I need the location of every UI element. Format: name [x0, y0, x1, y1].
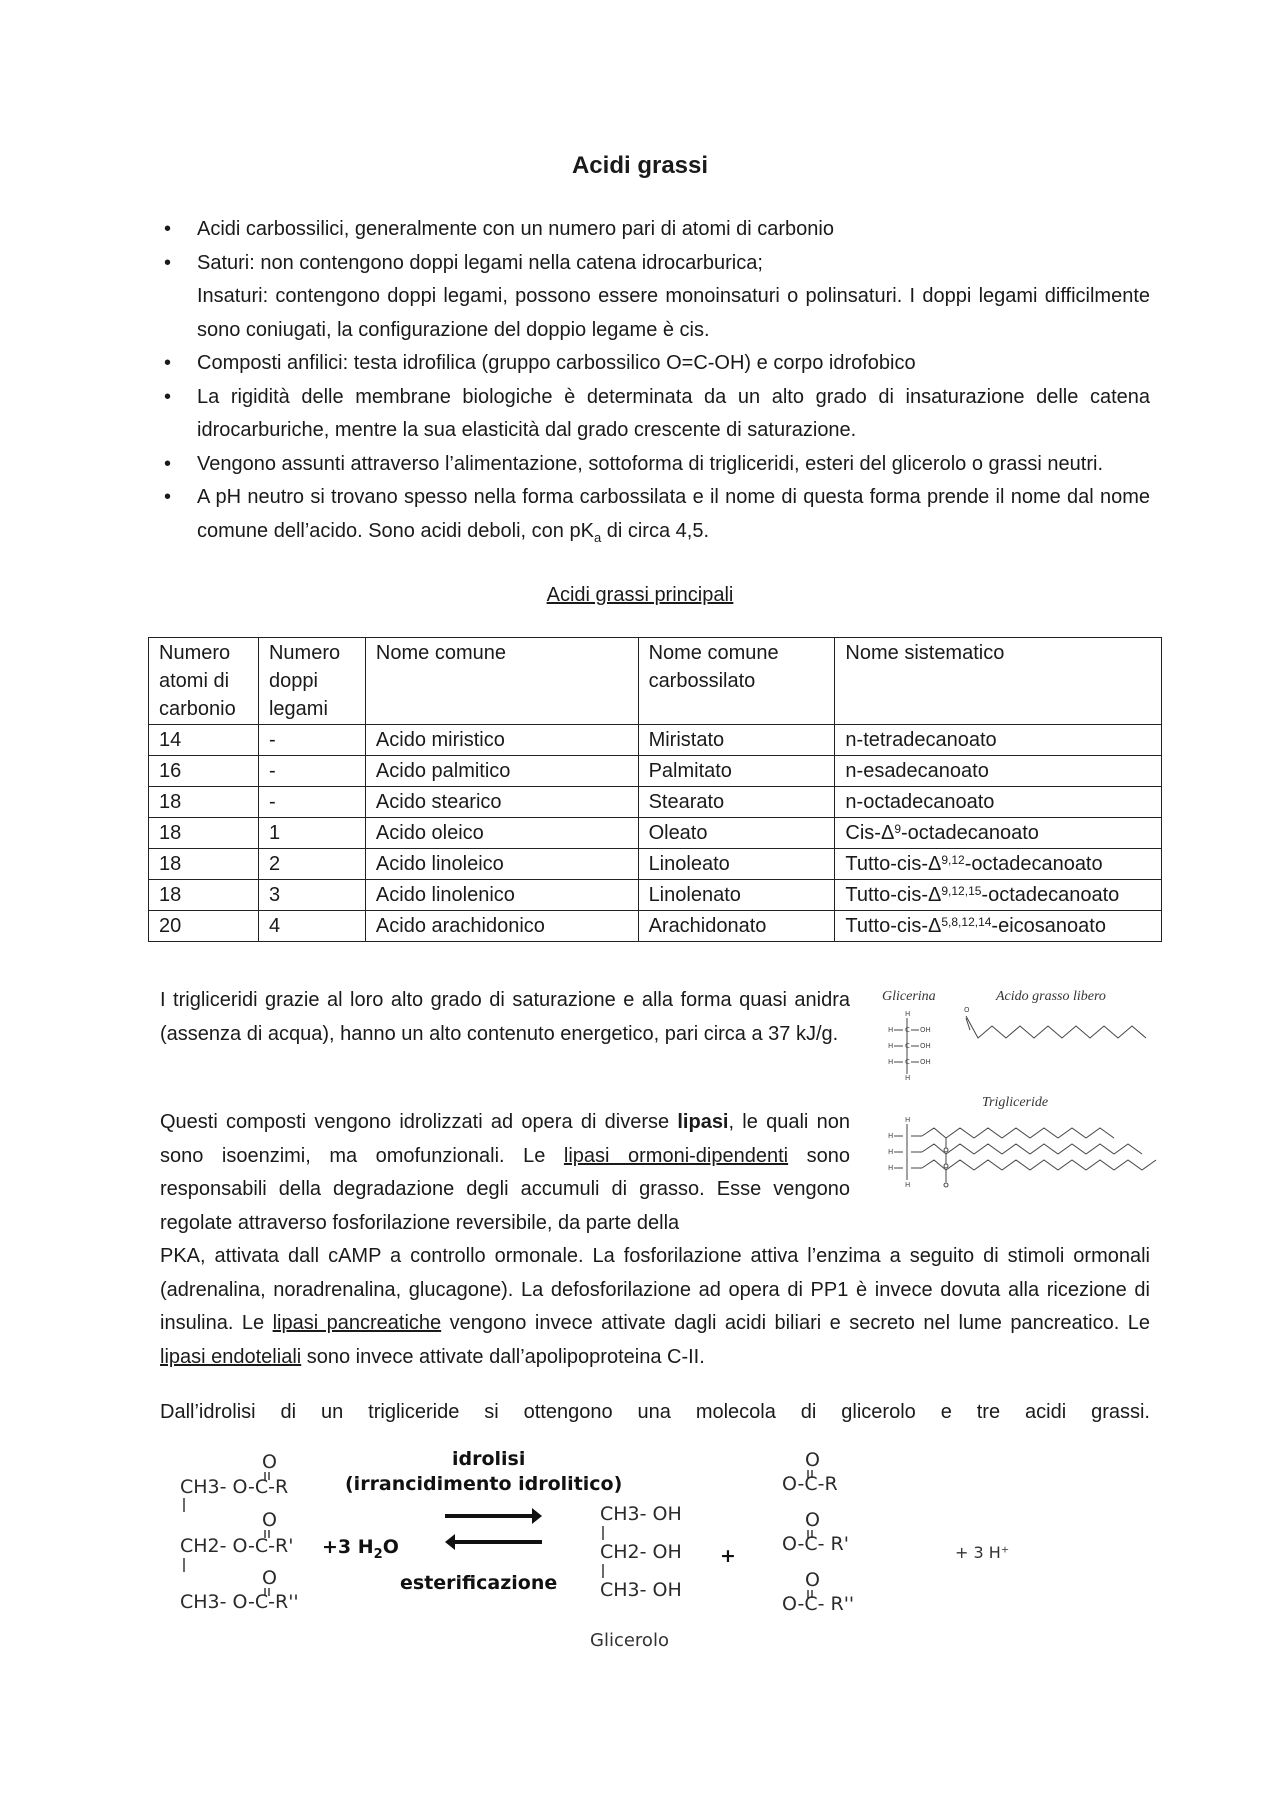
plus-sign: +: [720, 1545, 736, 1567]
table-cell: Linoleato: [638, 849, 835, 880]
header-cell: Nome comune carbossilato: [638, 638, 835, 725]
table-cell: Acido palmitico: [365, 756, 638, 787]
svg-text:C: C: [905, 1058, 910, 1066]
svg-text:H: H: [888, 1148, 894, 1156]
fatty-acid-row-1: O-C-R: [782, 1473, 838, 1495]
table-cell: 2: [258, 849, 365, 880]
svg-text:O: O: [805, 1449, 820, 1471]
table-row: [149, 787, 1162, 818]
svg-text:H: H: [905, 1116, 911, 1124]
table-cell: 18: [149, 880, 259, 911]
list-item: • A pH neutro si trovano spesso nella forma carbossilata e il nome di questa forma prende il nome dal nome comune dell’acido. Sono acidi deboli, con $pK_a$ di circa 4,5.: [160, 481, 1150, 554]
hydrolysis-label: idrolisi: [452, 1448, 526, 1470]
svg-text:O: O: [964, 1006, 970, 1014]
table-cell: Oleato: [638, 818, 835, 849]
triglyceride-row-3: CH3- O-C-R'': [180, 1591, 299, 1613]
table-cell: Acido linolenico: [365, 880, 638, 911]
systematic-name-cell: n-octadecanoato: [835, 787, 1162, 818]
table-cell: Miristato: [638, 725, 835, 756]
table-row: [149, 849, 1162, 880]
table-cell: -: [258, 725, 365, 756]
svg-text:O: O: [262, 1567, 277, 1589]
glicerina-label: Glicerina: [882, 989, 936, 1004]
triglyceride-label: Trigliceride: [982, 1095, 1049, 1110]
fatty-acid-row-2: O-C- R': [782, 1533, 849, 1555]
glycerol-row-2: CH2- OH: [600, 1541, 682, 1563]
svg-text:H: H: [888, 1132, 894, 1140]
fatty-acids-table: [148, 637, 1162, 942]
triglyceride-row-2: CH2- O-C-R': [180, 1535, 294, 1557]
systematic-name-cell: Tutto-$cis-\Delta^{9,12,15}$-octadecanoato: [835, 880, 1162, 911]
header-cell: Numero doppi legami: [258, 638, 365, 725]
systematic-name-cell: Cis-$\Delta^9$-octadecanoato: [835, 818, 1162, 849]
hormone-dependent-lipases: lipasi ormoni-dipendenti: [563, 1144, 789, 1167]
protons-label: + 3 H⁺: [955, 1543, 1010, 1562]
fatty-acid-row-3: O-C- R'': [782, 1593, 855, 1615]
bullet-list: [160, 213, 1150, 554]
paragraph-lipases: Questi composti vengono idrolizzati ad opera di diverse lipasi, le quali non sono isoenzimi, ma omofunzionali. Le lipasi ormoni-dipendenti sono responsabili della degradazione degli accumuli di grasso. Esse vengono regolate attraverso fosforilazione reversibile, da parte della: [160, 1111, 850, 1234]
paragraph-hydrolysis: Dall’idrolisi di un trigliceride si ottengono una molecola di glicerolo e tre acidi grassi.: [160, 1401, 1150, 1423]
table-cell: 18: [149, 787, 259, 818]
table-row: [149, 725, 1162, 756]
water-label: +3 $H_2O$: [322, 1536, 399, 1562]
hydrolytic-rancidity-label: (irrancidimento idrolitico): [345, 1473, 623, 1495]
svg-text:H: H: [905, 1181, 911, 1189]
table-cell: 4: [258, 911, 365, 942]
list-item: • Composti anfilici: testa idrofilica (gruppo carbossilico O=C-OH) e corpo idrofobico: [160, 347, 1150, 381]
systematic-name-cell: n-esadecanoato: [835, 756, 1162, 787]
list-item: • Vengono assunti attraverso l’alimentazione, sottoforma di trigliceridi, esteri del glicerolo o grassi neutri.: [160, 448, 1150, 482]
free-fatty-acid-label: Acido grasso libero: [996, 989, 1106, 1004]
list-item: • La rigidità delle membrane biologiche è determinata da un alto grado di insaturazione delle catena idrocarburiche, mentre la sua elasticità dal grado crescente di saturazione.: [160, 381, 1150, 448]
table-header-row: [149, 638, 1162, 725]
triglyceride-row-1: CH3- O-C-R: [180, 1476, 289, 1498]
table-cell: 3: [258, 880, 365, 911]
table-cell: Acido stearico: [365, 787, 638, 818]
svg-text:H: H: [905, 1074, 911, 1082]
svg-text:H: H: [888, 1058, 894, 1066]
svg-text:O: O: [262, 1509, 277, 1531]
svg-text:O: O: [805, 1509, 820, 1531]
glycerol-label: Glicerolo: [590, 1630, 669, 1651]
table-cell: 20: [149, 911, 259, 942]
table-cell: Acido linoleico: [365, 849, 638, 880]
hydrolysis-reaction-figure: [170, 1440, 1130, 1670]
svg-text:O: O: [262, 1451, 277, 1473]
svg-text:OH: OH: [920, 1058, 931, 1066]
table-cell: Acido oleico: [365, 818, 638, 849]
paragraph-lipases-continued: PKA, attivata dall cAMP a controllo ormonale. La fosforilazione attiva l’enzima a seguito di stimoli ormonali (adrenalina, noradrenalina, glucagone). La defosforilazione ad opera di PP1 è invece dovuta alla ricezione di insulina. Le lipasi pancreatiche vengono invece attivate dagli acidi biliari e secreto nel lume pancreatico. Le lipasi endoteliali sono invece attivate dall’apolipoproteina C-II.: [160, 1245, 1151, 1368]
glycerol-row-1: CH3- OH: [600, 1503, 682, 1525]
svg-text:H: H: [888, 1164, 894, 1172]
svg-text:C: C: [905, 1026, 910, 1034]
header-cell: Nome comune: [365, 638, 638, 725]
table-cell: 18: [149, 818, 259, 849]
page-title: Acidi grassi: [571, 152, 709, 179]
table-cell: 16: [149, 756, 259, 787]
svg-text:OH: OH: [920, 1026, 931, 1034]
list-item: • Acidi carbossilici, generalmente con un numero pari di atomi di carbonio: [160, 213, 1150, 247]
list-item: • Saturi: non contengono doppi legami nella catena idrocarburica; Insaturi: contengono doppi legami, possono essere monoinsaturi o polinsaturi. I doppi legami difficilmente sono coniugati, la configurazione del doppio legame è cis.: [160, 247, 1150, 348]
table-cell: Arachidonato: [638, 911, 835, 942]
svg-text:H: H: [888, 1042, 894, 1050]
pancreatic-lipases: lipasi pancreatiche: [272, 1312, 442, 1334]
triglyceride-structure-figure: [870, 982, 1160, 1222]
svg-text:H: H: [905, 1010, 911, 1018]
table-cell: Acido arachidonico: [365, 911, 638, 942]
systematic-name-cell: Tutto-$cis-\Delta^{9,12}$-octadecanoato: [835, 849, 1162, 880]
table-row: [149, 818, 1162, 849]
table-cell: -: [258, 787, 365, 818]
lipasi-term: lipasi: [677, 1111, 729, 1133]
table-cell: -: [258, 756, 365, 787]
table-cell: Linolenato: [638, 880, 835, 911]
paragraph-triglycerides: I trigliceridi grazie al loro alto grado di saturazione e alla forma quasi anidra (assenza di acqua), hanno un alto contenuto energetico, pari circa a 37 kJ/g.: [160, 989, 850, 1045]
pka-subscript: a: [593, 529, 602, 545]
table-row: [149, 880, 1162, 911]
endothelial-lipases: lipasi endoteliali: [160, 1345, 302, 1368]
svg-text:H: H: [888, 1026, 894, 1034]
systematic-name-cell: n-tetradecanoato: [835, 725, 1162, 756]
header-cell: Numero atomi di carbonio: [149, 638, 259, 725]
table-cell: Palmitato: [638, 756, 835, 787]
table-cell: 1: [258, 818, 365, 849]
svg-text:O: O: [805, 1569, 820, 1591]
glycerol-row-3: CH3- OH: [600, 1579, 682, 1601]
esterification-label: esterificazione: [400, 1572, 558, 1594]
header-cell: Nome sistematico: [835, 638, 1162, 725]
svg-text:C: C: [905, 1042, 910, 1050]
table-cell: Stearato: [638, 787, 835, 818]
table-cell: 18: [149, 849, 259, 880]
table-caption: Acidi grassi principali: [546, 584, 734, 606]
table-row: [149, 756, 1162, 787]
table-cell: 14: [149, 725, 259, 756]
table-row: [149, 911, 1162, 942]
bullet-subtext: Insaturi: contengono doppi legami, possono essere monoinsaturi o polinsaturi. I doppi legami difficilmente sono coniugati, la configurazione del doppio legame è cis.: [197, 285, 1150, 341]
table-cell: Acido miristico: [365, 725, 638, 756]
svg-text:OH: OH: [920, 1042, 931, 1050]
systematic-name-cell: Tutto-$cis-\Delta^{5,8,12,14}$-eicosanoato: [835, 911, 1162, 942]
